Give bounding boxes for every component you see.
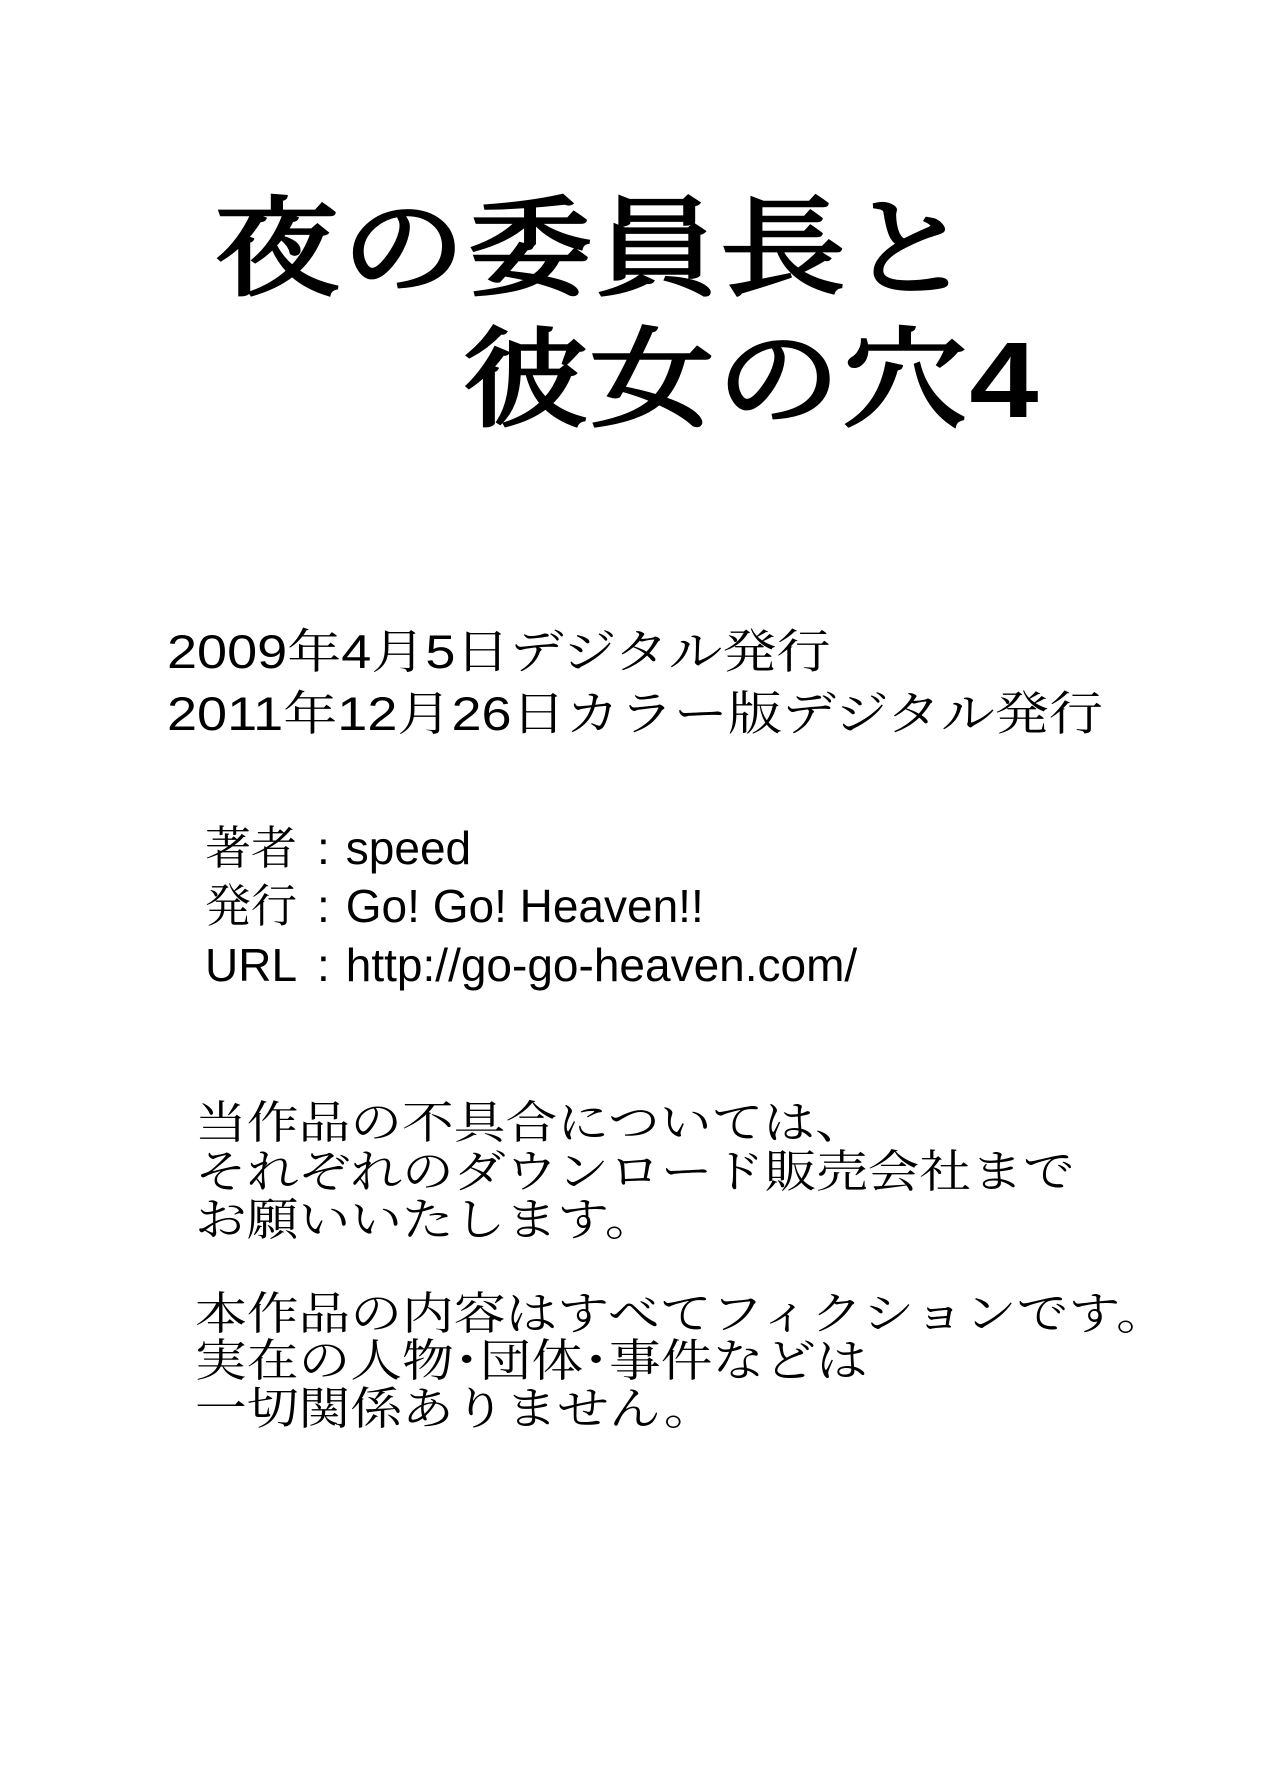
fiction-disclaimer-line1: 本作品の内容はすべてフィクションです。	[195, 1288, 1168, 1339]
credit-row-url	[205, 936, 857, 994]
publication-dates	[167, 621, 1103, 745]
url-value: http://go-go-heaven.com/	[345, 938, 858, 991]
fiction-disclaimer-line3: 一切関係ありません。	[195, 1382, 716, 1434]
publisher-label: 発行	[205, 880, 297, 933]
book-title-line1: 夜の委員長と	[215, 188, 975, 309]
author-colon: :	[317, 822, 330, 874]
url-label: URL	[205, 938, 298, 991]
credit-row-publisher	[205, 877, 857, 935]
defect-notice	[195, 1099, 1075, 1245]
publication-date-digital: 2009年4月5日デジタル発行	[167, 625, 831, 678]
url-colon: :	[317, 938, 330, 991]
publication-date-color-digital: 2011年12月26日カラー版デジタル発行	[167, 687, 1103, 741]
book-title-line2: 彼女の穴4	[463, 318, 1041, 440]
credit-row-author	[205, 819, 857, 877]
fiction-disclaimer	[195, 1290, 1168, 1432]
defect-notice-line3: お願いいたします。	[195, 1194, 657, 1246]
credits-block	[205, 819, 857, 994]
defect-notice-line1: 当作品の不具合については、	[195, 1097, 867, 1148]
publisher-colon: :	[317, 880, 330, 933]
author-value: speed	[345, 822, 472, 874]
defect-notice-line2: それぞれのダウンロード販売会社まで	[195, 1145, 1075, 1197]
fiction-disclaimer-line2: 実在の人物･団体･事件などは	[195, 1335, 868, 1387]
book-title	[215, 184, 1041, 445]
author-label: 著者	[205, 822, 297, 874]
publisher-value: Go! Go! Heaven!!	[345, 880, 704, 933]
